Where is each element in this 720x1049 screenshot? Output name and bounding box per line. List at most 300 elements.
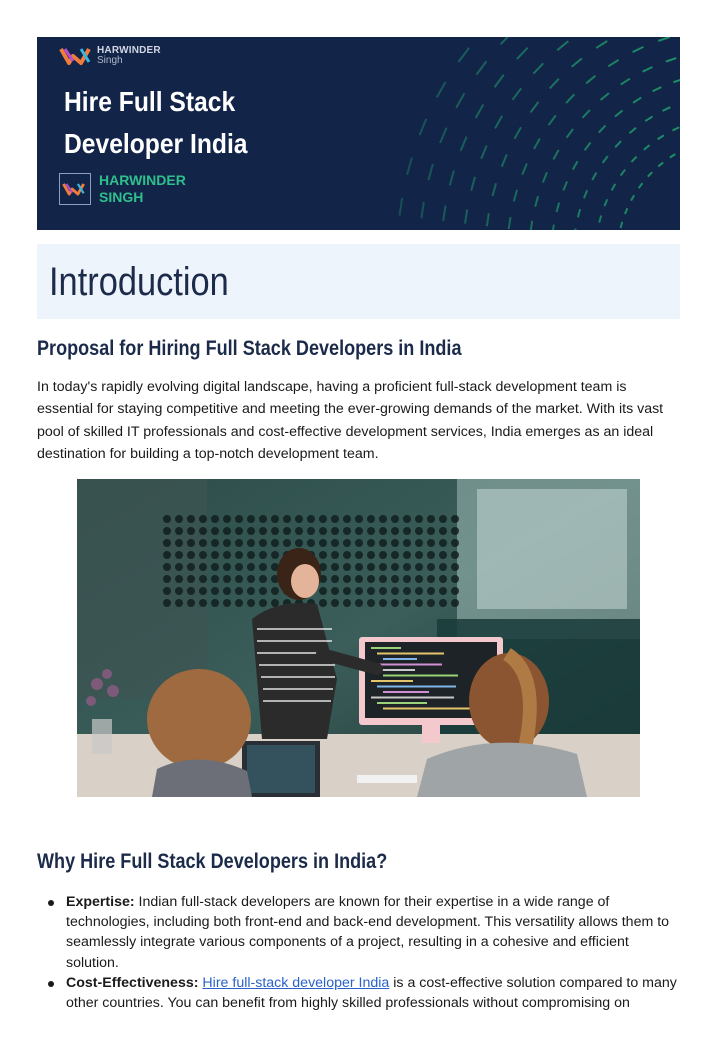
code-line — [377, 702, 427, 704]
decorative-dash — [633, 98, 641, 103]
glass-dot — [403, 527, 411, 535]
decorative-dash — [608, 60, 618, 66]
list-item-expertise — [37, 892, 682, 973]
glass-dot — [355, 551, 363, 559]
glass-dot — [355, 587, 363, 595]
glass-dot — [439, 587, 447, 595]
brand-logo-small — [59, 45, 161, 67]
glass-dot — [451, 563, 459, 571]
glass-dot — [163, 515, 171, 523]
glass-dot — [355, 539, 363, 547]
glass-dot — [343, 599, 351, 607]
decorative-dash — [644, 145, 650, 150]
decorative-dash — [550, 79, 559, 89]
glass-dot — [259, 515, 267, 523]
glass-dot — [235, 527, 243, 535]
glass-dot — [343, 539, 351, 547]
glass-dot — [199, 563, 207, 571]
glass-dot — [415, 563, 423, 571]
logo-mark-icon — [62, 179, 88, 199]
glass-dot — [259, 539, 267, 547]
decorative-dash — [573, 161, 578, 169]
glass-dot — [451, 527, 459, 535]
banner-title — [64, 81, 247, 165]
glass-dot — [391, 527, 399, 535]
glass-dot — [379, 527, 387, 535]
decorative-dash — [639, 183, 643, 188]
glass-dot — [259, 575, 267, 583]
glass-dot — [247, 539, 255, 547]
decorative-dash — [633, 47, 644, 52]
logo-small-name: HARWINDER — [97, 45, 161, 56]
banner-title-line2: Developer India — [64, 128, 248, 159]
glass-dot — [187, 551, 195, 559]
logo-large-surname: SINGH — [99, 189, 144, 205]
proposal-paragraph: In today's rapidly evolving digital landscape, having a proficient full-stack development team is essential for staying competitive and meeting the ever-growing demands of the market. With its vast pool of skilled IT professionals and cost-effective development services, India emerges as an ideal destination for building a top-notch development team. — [37, 379, 664, 462]
glass-dot — [271, 539, 279, 547]
code-line — [371, 680, 413, 682]
decorative-dash — [443, 206, 445, 221]
glass-dot — [343, 575, 351, 583]
decorative-dash — [481, 146, 486, 159]
glass-dot — [199, 551, 207, 559]
decorative-dash — [535, 196, 538, 206]
decorative-dash — [578, 209, 580, 217]
glass-dot — [343, 515, 351, 523]
decorative-dash — [420, 119, 427, 135]
glass-dot — [319, 599, 327, 607]
glass-dot — [187, 515, 195, 523]
glass-dot — [163, 527, 171, 535]
glass-dot — [259, 599, 267, 607]
glass-dot — [235, 599, 243, 607]
decorative-dash — [552, 225, 553, 230]
glass-dot — [163, 563, 171, 571]
glass-dot — [247, 587, 255, 595]
glass-dot — [379, 551, 387, 559]
decorative-dash — [514, 127, 520, 138]
decorative-dash — [509, 217, 511, 229]
glass-dot — [403, 599, 411, 607]
glass-dot — [355, 599, 363, 607]
glass-dot — [211, 575, 219, 583]
decorative-dash — [495, 75, 504, 87]
glass-dot — [427, 563, 435, 571]
glass-dot — [415, 527, 423, 535]
logo-mark-icon — [59, 45, 95, 67]
glass-dot — [379, 515, 387, 523]
decorative-dash — [501, 37, 512, 44]
glass-dot — [451, 539, 459, 547]
glass-dot — [427, 539, 435, 547]
glass-dot — [331, 563, 339, 571]
glass-dot — [319, 551, 327, 559]
glass-dot — [379, 599, 387, 607]
glass-dot — [403, 539, 411, 547]
glass-dot — [415, 599, 423, 607]
decorative-dash — [522, 163, 527, 174]
glass-dot — [403, 563, 411, 571]
glass-dot — [427, 551, 435, 559]
decorative-dash — [407, 158, 412, 175]
glass-dot — [379, 587, 387, 595]
code-line — [383, 708, 470, 710]
glass-dot — [199, 599, 207, 607]
glass-dot — [211, 563, 219, 571]
decorative-dash — [574, 229, 575, 230]
glass-dot — [343, 587, 351, 595]
glass-dot — [235, 551, 243, 559]
glass-dot — [271, 551, 279, 559]
hire-developer-link[interactable]: Hire full-stack developer India — [202, 974, 390, 991]
glass-dot — [247, 527, 255, 535]
glass-dot — [331, 599, 339, 607]
glass-dot — [187, 539, 195, 547]
code-line — [371, 664, 442, 666]
glass-dot — [259, 563, 267, 571]
decorative-dash — [603, 156, 608, 163]
decorative-dash — [599, 125, 606, 132]
glass-dot — [187, 575, 195, 583]
glass-dot — [427, 527, 435, 535]
code-line — [371, 697, 454, 699]
decorative-dash — [604, 199, 607, 206]
decorative-dash — [514, 190, 517, 202]
code-line — [383, 658, 417, 660]
glass-dot — [175, 515, 183, 523]
glass-dot — [391, 539, 399, 547]
glass-dot — [247, 551, 255, 559]
decorative-dash — [621, 222, 623, 228]
decorative-dash — [648, 172, 652, 177]
code-line — [383, 691, 429, 693]
glass-dot — [223, 563, 231, 571]
glass-dot — [223, 575, 231, 583]
glass-dot — [175, 563, 183, 571]
glass-dot — [199, 575, 207, 583]
decorative-dash — [502, 155, 507, 167]
glass-dot — [283, 527, 291, 535]
glass-dot — [331, 575, 339, 583]
glass-dot — [163, 551, 171, 559]
glass-dot — [367, 587, 375, 595]
glass-dot — [235, 575, 243, 583]
glass-dot — [163, 539, 171, 547]
glass-dot — [271, 527, 279, 535]
glass-dot — [199, 587, 207, 595]
glass-dot — [271, 599, 279, 607]
decorative-dash — [585, 142, 591, 150]
decorative-dash — [631, 157, 636, 162]
decorative-dash — [643, 67, 653, 72]
code-line — [377, 653, 444, 655]
decorative-dash — [476, 105, 484, 118]
decorative-dash — [534, 139, 540, 149]
glass-dot — [223, 539, 231, 547]
decorative-dash — [566, 94, 574, 103]
decorative-dash — [437, 82, 446, 97]
glass-dot — [403, 515, 411, 523]
office-photo — [77, 479, 640, 797]
glass-dot — [415, 575, 423, 583]
glass-dot — [235, 515, 243, 523]
glass-dot — [271, 587, 279, 595]
glass-dot — [259, 527, 267, 535]
glass-dot — [223, 599, 231, 607]
decorative-dash — [601, 93, 609, 100]
decorative-dash — [586, 76, 595, 84]
glass-dot — [331, 551, 339, 559]
glass-dot — [187, 527, 195, 535]
brand-logo-large — [59, 172, 186, 206]
decorative-dash — [567, 129, 573, 138]
reasons-list — [37, 892, 682, 1013]
glass-dot — [403, 575, 411, 583]
glass-dot — [211, 527, 219, 535]
glass-dot — [415, 587, 423, 595]
glass-dot — [175, 527, 183, 535]
decorative-dash — [631, 195, 634, 200]
glass-dot — [451, 575, 459, 583]
decorative-dash — [517, 48, 528, 59]
glass-dot — [235, 563, 243, 571]
glass-dot — [283, 515, 291, 523]
glass-dot — [343, 563, 351, 571]
decorative-dash — [582, 110, 589, 118]
glass-dot — [163, 599, 171, 607]
glass-dot — [331, 515, 339, 523]
glass-dot — [379, 563, 387, 571]
glass-dot — [439, 551, 447, 559]
decorative-dash — [531, 221, 533, 230]
glass-dot — [439, 539, 447, 547]
glass-dot — [259, 551, 267, 559]
proposal-heading: Proposal for Hiring Full Stack Developers in India — [37, 337, 462, 360]
glass-dot — [187, 587, 195, 595]
glass-dot — [391, 575, 399, 583]
glass-dot — [163, 587, 171, 595]
glass-dot — [451, 551, 459, 559]
decorative-dash — [421, 202, 423, 218]
intro-heading-box — [37, 244, 680, 319]
glass-dot — [307, 515, 315, 523]
banner-title-line1: Hire Full Stack — [64, 86, 236, 117]
decorative-dash — [663, 107, 671, 111]
logo-frame — [59, 173, 91, 205]
decorative-dash — [670, 154, 675, 157]
glass-dot — [319, 515, 327, 523]
decorative-dash — [549, 115, 556, 125]
glass-dot — [355, 563, 363, 571]
glass-dot — [367, 599, 375, 607]
glass-dot — [379, 575, 387, 583]
glass-dot — [235, 587, 243, 595]
glass-dot — [439, 515, 447, 523]
glass-dot — [199, 539, 207, 547]
glass-dot — [367, 539, 375, 547]
glass-dot — [235, 539, 243, 547]
glass-dot — [343, 551, 351, 559]
glass-dot — [175, 551, 183, 559]
glass-dot — [451, 587, 459, 595]
glass-dot — [451, 515, 459, 523]
glass-dot — [343, 527, 351, 535]
decorative-dash — [621, 170, 625, 176]
glass-dot — [403, 587, 411, 595]
decorative-dash — [596, 41, 607, 48]
glass-dot — [451, 599, 459, 607]
glass-dot — [403, 551, 411, 559]
decorative-dash — [492, 183, 496, 196]
glass-dot — [331, 587, 339, 595]
item-label: Cost-Effectiveness: — [66, 974, 199, 991]
decorative-dash — [450, 170, 454, 185]
glass-dot — [223, 551, 231, 559]
glass-dot — [355, 515, 363, 523]
glass-dot — [355, 575, 363, 583]
decorative-dash — [557, 41, 568, 50]
glass-dot — [211, 587, 219, 595]
code-line — [371, 647, 401, 649]
decorative-dash — [495, 116, 502, 128]
glass-dot — [247, 575, 255, 583]
glass-dot — [199, 527, 207, 535]
glass-dot — [175, 575, 183, 583]
decorative-dash — [533, 63, 543, 73]
glass-dot — [391, 587, 399, 595]
glass-dot — [223, 527, 231, 535]
glass-dot — [271, 515, 279, 523]
glass-dot — [367, 551, 375, 559]
glass-dot — [415, 539, 423, 547]
decorative-dash — [673, 127, 680, 130]
decorative-dash — [673, 79, 680, 82]
decorative-dash — [563, 181, 567, 190]
glass-dot — [295, 527, 303, 535]
decorative-dash — [645, 116, 652, 121]
decorative-dash — [658, 162, 663, 166]
glass-dot — [319, 539, 327, 547]
glass-dot — [427, 575, 435, 583]
decorative-dash — [615, 110, 623, 116]
decorative-dash — [531, 102, 539, 113]
logo-small-surname: Singh — [97, 55, 123, 66]
decorative-dash — [465, 209, 467, 223]
glass-dot — [283, 539, 291, 547]
glass-dot — [391, 551, 399, 559]
glass-dot — [355, 527, 363, 535]
glass-dot — [211, 599, 219, 607]
glass-dot — [211, 551, 219, 559]
glass-dot — [319, 587, 327, 595]
glass-dot — [247, 515, 255, 523]
glass-dot — [415, 551, 423, 559]
glass-dot — [331, 527, 339, 535]
glass-dot — [163, 575, 171, 583]
decorative-dash — [615, 141, 621, 147]
glass-dot — [391, 563, 399, 571]
glass-dot — [367, 515, 375, 523]
code-line — [383, 675, 458, 677]
decorative-dash — [599, 215, 601, 222]
glass-dot — [247, 563, 255, 571]
list-item-cost — [37, 973, 682, 1013]
glass-dot — [211, 539, 219, 547]
decorative-dash — [456, 93, 464, 107]
glass-dot — [187, 599, 195, 607]
decorative-dash — [440, 128, 446, 143]
item-text: is a cost-effective solution compared to many other countries. You can benefit from highly skilled professionals without compromising on — [66, 974, 677, 1012]
decorative-dash — [477, 61, 487, 74]
decorative-dash — [471, 177, 475, 191]
glass-dot — [187, 563, 195, 571]
decorative-dash — [458, 48, 469, 62]
glass-dot — [307, 527, 315, 535]
glass-dot — [439, 599, 447, 607]
decorative-dash — [543, 172, 547, 182]
decorative-dash — [612, 184, 616, 190]
intro-heading: Introduction — [49, 260, 229, 304]
why-heading: Why Hire Full Stack Developers in India? — [37, 850, 388, 873]
glass-dot — [211, 515, 219, 523]
decorative-dash — [658, 37, 669, 41]
glass-dot — [391, 515, 399, 523]
item-label: Expertise: — [66, 894, 135, 910]
glass-dot — [427, 515, 435, 523]
glass-dot — [439, 563, 447, 571]
glass-dot — [223, 515, 231, 523]
decorative-dash — [428, 164, 432, 180]
glass-dot — [175, 539, 183, 547]
decorative-dash — [487, 213, 489, 226]
glass-dot — [379, 539, 387, 547]
glass-dot — [295, 515, 303, 523]
code-line — [377, 686, 456, 688]
glass-dot — [319, 527, 327, 535]
glass-dot — [439, 527, 447, 535]
glass-dot — [367, 575, 375, 583]
decorative-dash — [572, 58, 582, 66]
decorative-dash — [461, 137, 467, 151]
glass-dot — [259, 587, 267, 595]
decorative-dash — [513, 88, 522, 100]
glass-dot — [307, 539, 315, 547]
glass-dot — [427, 599, 435, 607]
decorative-dash — [584, 190, 587, 198]
glass-dot — [223, 587, 231, 595]
glass-dot — [247, 599, 255, 607]
decorative-dash — [658, 135, 664, 139]
decorative-dash — [666, 58, 676, 61]
glass-dot — [367, 563, 375, 571]
decorative-dash — [400, 198, 403, 216]
decorative-dash — [653, 87, 662, 91]
glass-dot — [415, 515, 423, 523]
item-text: Indian full-stack developers are known for their expertise in a wide range of technologies, including both front-end and back-end development. This versatility allows them to seamlessly integrate various components of a project, resulting in a cohesive and efficient solution. — [66, 894, 670, 971]
glass-dot — [199, 515, 207, 523]
glass-dot — [175, 587, 183, 595]
header-banner — [37, 37, 680, 230]
glass-dot — [439, 575, 447, 583]
decorative-dash — [557, 203, 560, 212]
glass-dot — [367, 527, 375, 535]
decorative-dash — [621, 79, 630, 85]
decorative-dash — [553, 150, 558, 159]
decorative-dash — [592, 173, 596, 180]
decorative-dash — [625, 208, 627, 214]
glass-dot — [331, 539, 339, 547]
glass-dot — [427, 587, 435, 595]
